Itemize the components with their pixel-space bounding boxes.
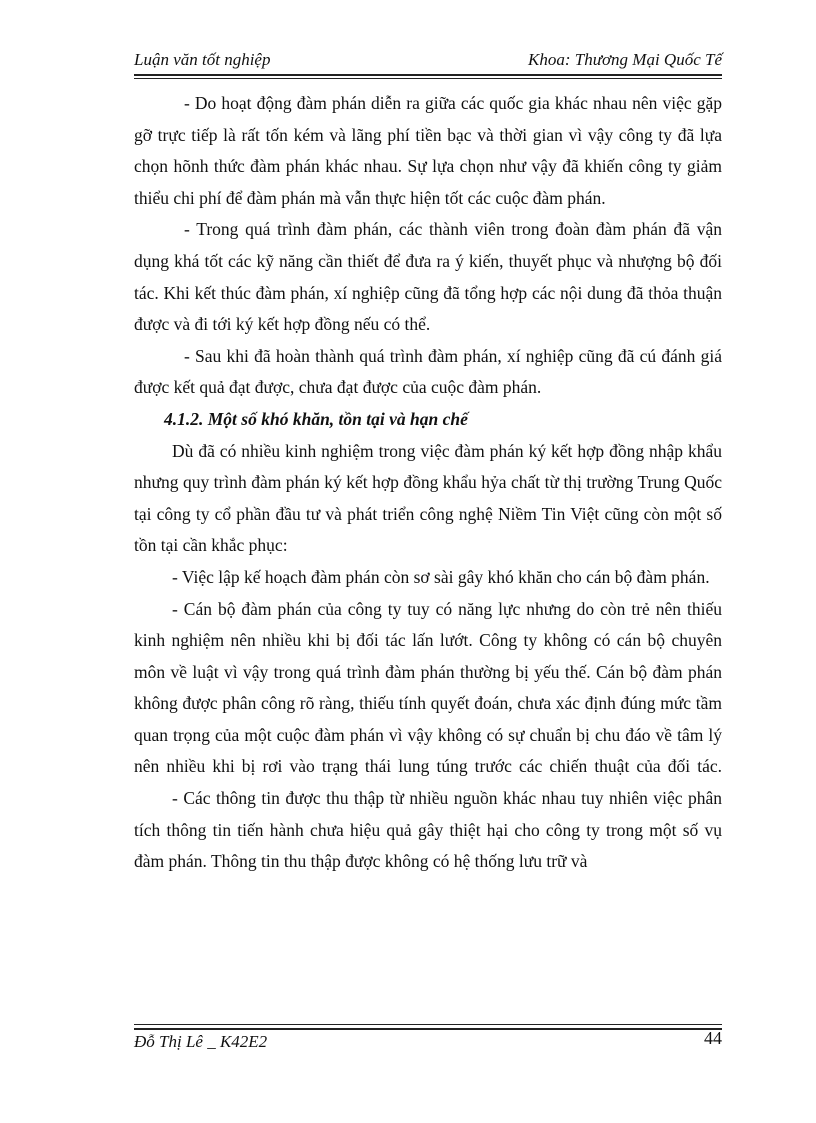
page-footer [134,1028,722,1056]
paragraph: Dù đã có nhiều kinh nghiệm trong việc đàm phán ký kết hợp đồng nhập khẩu nhưng quy trình đàm phán ký kết hợp đồng khẩu hỷa chất từ thị trường Trung Quốc tại công ty cổ phần đầu tư và phát triển công nghệ Niềm Tin Việt cũng còn một số tồn tại cần khắc phục: [134,440,722,556]
footer-rule-thick [134,1028,722,1030]
page-body [134,88,722,878]
page-header [134,50,722,74]
paragraph: - Việc lập kế hoạch đàm phán còn sơ sài gây khó khăn cho cán bộ đàm phán. [172,566,710,587]
paragraph: - Trong quá trình đàm phán, các thành viên trong đoàn đàm phán đã vận dụng khá tốt các kỹ năng cần thiết để đưa ra ý kiến, thuyết phục và nhượng bộ đối tác. Khi kết thúc đàm phán, xí nghiệp cũng đã tổng hợp các nội dung đã thỏa thuận được và đi tới ký kết hợp đồng nếu có thể. [134,219,722,335]
paragraph: - Cán bộ đàm phán của công ty tuy có năng lực nhưng do còn trẻ nên thiếu kinh nghiệm nên nhiều khi bị đối tác lấn lướt. Công ty không có cán bộ chuyên môn về luật vì vậy trong quá trình đàm phán thường bị yếu thế. Cán bộ đàm phán không được phân công rõ ràng, thiếu tính quyết đoán, chưa xác định đúng mức tầm quan trọng của một cuộc đàm phán vì vậy không có sự chuẩn bị chu đáo về tâm lý nên nhiều khi bị rơi vào trạng thái lung túng trước các chiến thuật của đối tác. [134,598,722,777]
section-heading: 4.1.2. Một số khó khăn, tồn tại và hạn chế [164,408,468,429]
paragraph: - Do hoạt động đàm phán diễn ra giữa các quốc gia khác nhau nên việc gặp gỡ trực tiếp là rất tốn kém và lãng phí tiền bạc và thời gian vì vậy công ty đã lựa chọn hõnh thức đàm phán khác nhau. Sự lựa chọn như vậy đã khiến công ty giảm thiểu chi phí để đàm phán mà vẫn thực hiện tốt các cuộc đàm phán. [134,93,722,208]
footer-author: Đỗ Thị Lê _ K42E2 [134,1032,268,1051]
paragraph: - Các thông tin được thu thập từ nhiều nguồn khác nhau tuy nhiên việc phân tích thông tin tiến hành chưa hiệu quả gây thiệt hại cho công ty trong một số vụ đàm phán. Thông tin thu thập được không có hệ thống lưu trữ và [134,788,722,872]
header-thesis-label: Luận văn tốt nghiệp [134,50,271,69]
page-number: 44 [704,1028,722,1048]
header-rule-thick [134,74,722,76]
header-rule-thin [134,78,722,79]
footer-rule-thin [134,1024,722,1025]
paragraph: - Sau khi đã hoàn thành quá trình đàm phán, xí nghiệp cũng đã cú đánh giá được kết quả đạt được, chưa đạt được của cuộc đàm phán. [134,345,722,398]
header-faculty-label: Khoa: Thương Mại Quốc Tế [527,50,722,69]
